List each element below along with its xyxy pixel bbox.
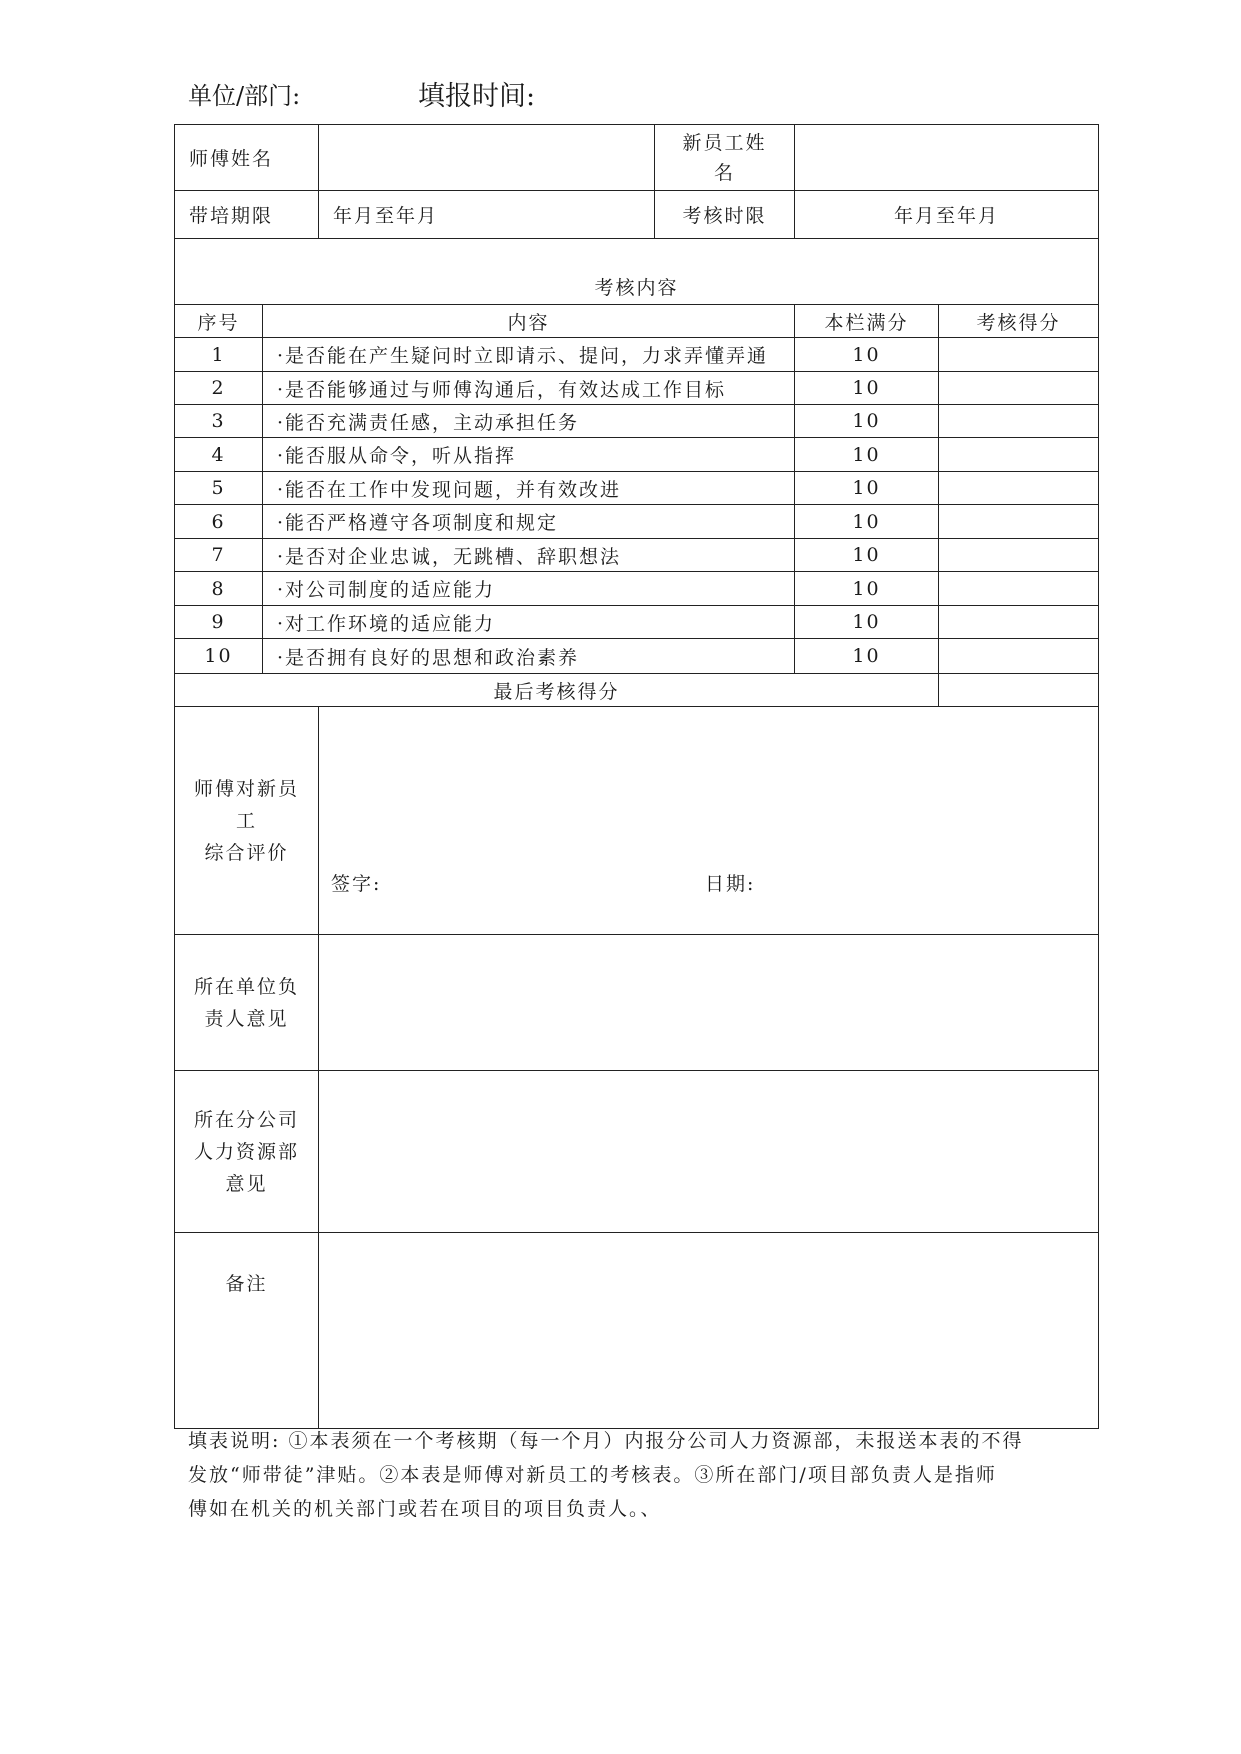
item-score-field[interactable] bbox=[939, 539, 1099, 572]
item-score-field[interactable] bbox=[939, 405, 1099, 438]
mentor-eval-field[interactable] bbox=[319, 707, 1099, 935]
mentor-name-label: 师傅姓名 bbox=[175, 125, 319, 191]
item-full: 10 bbox=[795, 505, 939, 539]
unit-head-label-line: 所在单位负 bbox=[194, 975, 300, 998]
table-row bbox=[175, 505, 1099, 539]
train-period-label: 带培期限 bbox=[175, 191, 319, 239]
col-content-header: 内容 bbox=[263, 305, 795, 338]
hr-label-line: 人力资源部 bbox=[194, 1140, 300, 1163]
table-row bbox=[175, 606, 1099, 639]
mentor-eval-label bbox=[175, 707, 319, 935]
item-full: 10 bbox=[795, 438, 939, 472]
col-full-header: 本栏满分 bbox=[795, 305, 939, 338]
hr-label-line: 所在分公司 bbox=[194, 1108, 300, 1131]
item-text: ·能否在工作中发现问题，并有效改进 bbox=[263, 472, 795, 505]
table-row bbox=[175, 438, 1099, 472]
mentor-eval-label-line: 工 bbox=[236, 809, 258, 832]
form-notes bbox=[188, 1424, 1068, 1526]
item-text: ·是否能在产生疑问时立即请示、提问，力求弄懂弄通 bbox=[263, 338, 795, 372]
date-label: 日期: bbox=[705, 873, 756, 895]
item-full: 10 bbox=[795, 639, 939, 674]
item-no: 7 bbox=[175, 539, 263, 572]
unit-head-row bbox=[175, 935, 1099, 1071]
final-score-row bbox=[175, 674, 1099, 707]
col-no-header: 序号 bbox=[175, 305, 263, 338]
item-no: 6 bbox=[175, 505, 263, 539]
hr-label-line: 意见 bbox=[225, 1172, 268, 1195]
item-full: 10 bbox=[795, 606, 939, 639]
hr-label bbox=[175, 1071, 319, 1233]
item-full: 10 bbox=[795, 539, 939, 572]
section-title-row bbox=[175, 239, 1099, 305]
item-no: 1 bbox=[175, 338, 263, 372]
item-text: ·对工作环境的适应能力 bbox=[263, 606, 795, 639]
item-score-field[interactable] bbox=[939, 606, 1099, 639]
item-no: 3 bbox=[175, 405, 263, 438]
item-no: 8 bbox=[175, 572, 263, 606]
item-full: 10 bbox=[795, 572, 939, 606]
assess-period-field[interactable]: 年月至年月 bbox=[795, 191, 1099, 239]
section-title: 考核内容 bbox=[175, 239, 1099, 305]
sign-label: 签字: bbox=[331, 873, 382, 895]
final-score-label: 最后考核得分 bbox=[175, 674, 939, 707]
item-score-field[interactable] bbox=[939, 372, 1099, 405]
newbie-name-label-text: 新员工姓名 bbox=[682, 131, 767, 184]
item-text: ·对公司制度的适应能力 bbox=[263, 572, 795, 606]
train-period-field[interactable]: 年月至年月 bbox=[319, 191, 655, 239]
unit-head-label-line: 责人意见 bbox=[204, 1007, 289, 1030]
item-score-field[interactable] bbox=[939, 472, 1099, 505]
hr-row bbox=[175, 1071, 1099, 1233]
remark-label: 备注 bbox=[175, 1233, 319, 1429]
item-text: ·是否对企业忠诚，无跳槽、辞职想法 bbox=[263, 539, 795, 572]
notes-line: 填表说明: ①本表须在一个考核期（每一个月）内报分公司人力资源部，未报送本表的不得 bbox=[188, 1430, 1024, 1452]
item-no: 4 bbox=[175, 438, 263, 472]
item-score-field[interactable] bbox=[939, 639, 1099, 674]
assessment-form-table bbox=[174, 124, 1099, 1429]
newbie-name-label bbox=[655, 125, 795, 191]
hr-opinion-field[interactable] bbox=[319, 1071, 1099, 1233]
table-row bbox=[175, 472, 1099, 505]
table-row bbox=[175, 338, 1099, 372]
item-full: 10 bbox=[795, 405, 939, 438]
item-text: ·能否服从命令，听从指挥 bbox=[263, 438, 795, 472]
newbie-name-field[interactable] bbox=[795, 125, 1099, 191]
remark-row bbox=[175, 1233, 1099, 1429]
item-full: 10 bbox=[795, 338, 939, 372]
item-full: 10 bbox=[795, 372, 939, 405]
item-text: ·是否能够通过与师傅沟通后，有效达成工作目标 bbox=[263, 372, 795, 405]
notes-line: 发放“师带徒”津贴。②本表是师傅对新员工的考核表。③所在部门/项目部负责人是指师 bbox=[188, 1464, 997, 1486]
assess-period-label: 考核时限 bbox=[655, 191, 795, 239]
item-score-field[interactable] bbox=[939, 572, 1099, 606]
item-score-field[interactable] bbox=[939, 438, 1099, 472]
table-row bbox=[175, 572, 1099, 606]
item-no: 10 bbox=[175, 639, 263, 674]
mentor-eval-label-line: 师傅对新员 bbox=[194, 777, 300, 800]
column-header-row bbox=[175, 305, 1099, 338]
unit-label: 单位/部门: bbox=[188, 82, 301, 110]
mentor-row bbox=[175, 125, 1099, 191]
period-row bbox=[175, 191, 1099, 239]
report-time-label: 填报时间: bbox=[418, 81, 536, 112]
table-row bbox=[175, 539, 1099, 572]
item-no: 9 bbox=[175, 606, 263, 639]
table-row bbox=[175, 639, 1099, 674]
table-row bbox=[175, 405, 1099, 438]
item-text: ·能否充满责任感，主动承担任务 bbox=[263, 405, 795, 438]
col-score-header: 考核得分 bbox=[939, 305, 1099, 338]
unit-head-opinion-field[interactable] bbox=[319, 935, 1099, 1071]
item-no: 5 bbox=[175, 472, 263, 505]
item-no: 2 bbox=[175, 372, 263, 405]
unit-head-label bbox=[175, 935, 319, 1071]
final-score-field[interactable] bbox=[939, 674, 1099, 707]
item-score-field[interactable] bbox=[939, 338, 1099, 372]
item-full: 10 bbox=[795, 472, 939, 505]
item-text: ·能否严格遵守各项制度和规定 bbox=[263, 505, 795, 539]
table-row bbox=[175, 372, 1099, 405]
mentor-name-field[interactable] bbox=[319, 125, 655, 191]
mentor-evaluation-row bbox=[175, 707, 1099, 935]
mentor-eval-label-line: 综合评价 bbox=[204, 841, 289, 864]
notes-line: 傅如在机关的机关部门或若在项目的项目负责人。、 bbox=[188, 1498, 662, 1520]
form-header bbox=[188, 76, 536, 112]
item-text: ·是否拥有良好的思想和政治素养 bbox=[263, 639, 795, 674]
remark-field[interactable] bbox=[319, 1233, 1099, 1429]
item-score-field[interactable] bbox=[939, 505, 1099, 539]
